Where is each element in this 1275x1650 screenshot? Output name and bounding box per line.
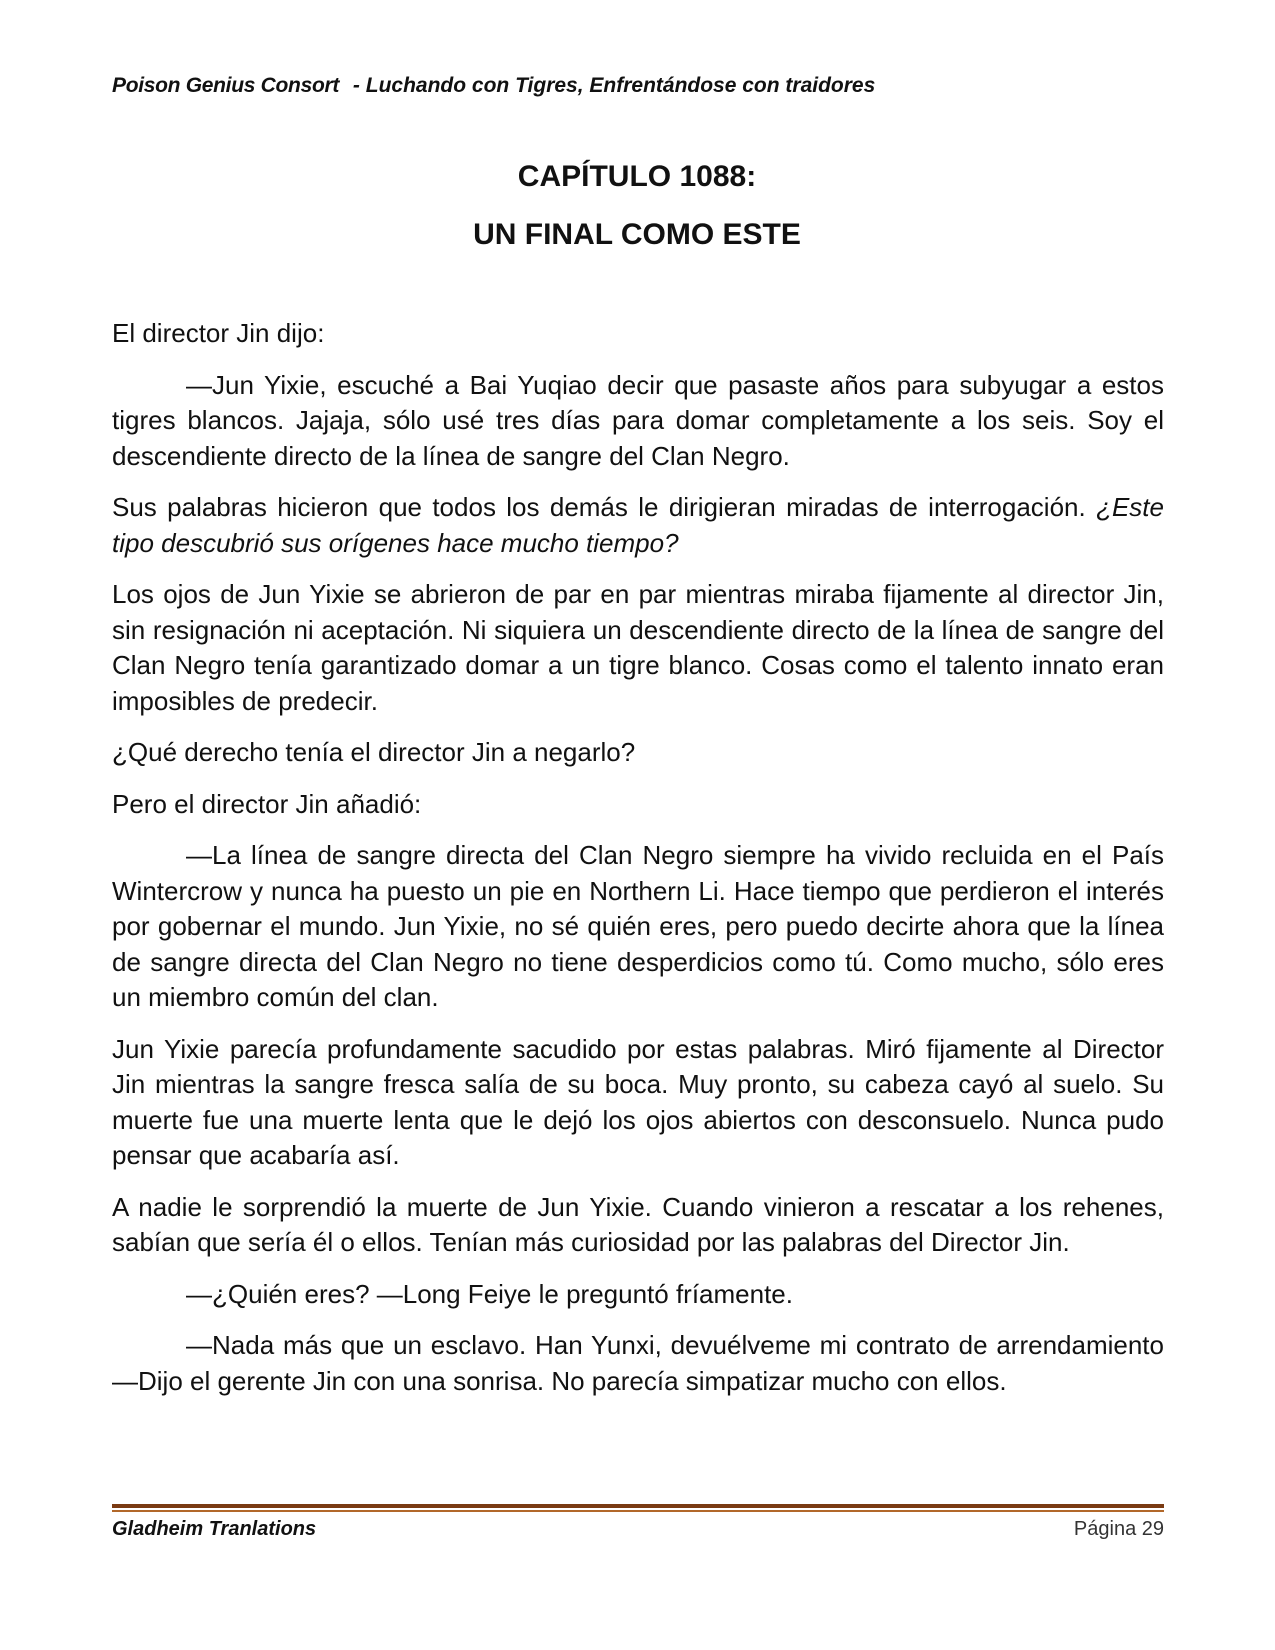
paragraph xyxy=(112,1277,1164,1313)
footer-rule-thin xyxy=(112,1510,1164,1512)
chapter-title: UN FINAL COMO ESTE xyxy=(473,218,801,251)
chapter-number: CAPÍTULO 1088: xyxy=(517,160,757,193)
paragraph-text: —La línea de sangre directa del Clan Negro siempre ha vivido recluida en el País Wintercrow y nunca ha puesto un pie en Northern Li. Hace tiempo que perdieron el interés por gobernar el mundo. Jun Yixie, no sé quién eres, pero puedo decirte ahora que la línea de sangre directa del Clan Negro no tiene desperdicios como tú. Como mucho, sólo eres un miembro común del clan. xyxy=(112,840,1164,1012)
paragraph-text: Sus palabras hicieron que todos los demás le dirigieran miradas de interrogación. xyxy=(112,492,1086,522)
paragraph xyxy=(112,1190,1164,1261)
running-header xyxy=(112,74,875,98)
paragraph xyxy=(112,838,1164,1016)
arc-title: Luchando con Tigres, Enfrentándose con traidores xyxy=(365,74,876,97)
paragraph-text: —Jun Yixie, escuché a Bai Yuqiao decir que pasaste años para subyugar a estos tigres blancos. Jajaja, sólo usé tres días para domar completamente a los seis. Soy el descendiente directo de la línea de sangre del Clan Negro. xyxy=(112,369,1164,471)
paragraph xyxy=(112,1328,1164,1399)
italic-thought: ¿Este tipo descubrió sus orígenes hace mucho tiempo? xyxy=(112,492,1164,558)
paragraph xyxy=(112,1032,1164,1174)
paragraph xyxy=(112,577,1164,719)
paragraph-text: ¿Qué derecho tenía el director Jin a negarlo? xyxy=(112,737,636,767)
page-number: Página 29 xyxy=(1073,1518,1164,1540)
paragraph-text: —Nada más que un esclavo. Han Yunxi, devuélveme mi contrato de arrendamiento —Dijo el gerente Jin con una sonrisa. No parecía simpatizar mucho con ellos. xyxy=(112,1330,1164,1396)
paragraph xyxy=(112,490,1164,561)
paragraph-text: El director Jin dijo: xyxy=(112,318,325,348)
paragraph-text: Los ojos de Jun Yixie se abrieron de par en par mientras miraba fijamente al director Jin, sin resignación ni aceptación. Ni siquiera un descendiente directo de la línea de sangre del Clan Negro tenía garantizado domar a un tigre blanco. Cosas como el talento innato eran imposibles de predecir. xyxy=(112,579,1164,716)
footer-rule xyxy=(112,1504,1164,1512)
paragraph-text: A nadie le sorprendió la muerte de Jun Yixie. Cuando vinieron a rescatar a los rehenes, sabían que sería él o ellos. Tenían más curiosidad por las palabras del Director Jin. xyxy=(112,1191,1164,1257)
footer-publisher: Gladheim Tranlations xyxy=(112,1518,317,1540)
paragraph xyxy=(112,787,1164,823)
paragraph-text: Pero el director Jin añadió: xyxy=(112,788,422,819)
chapter-body xyxy=(112,316,1164,1415)
paragraph xyxy=(112,316,1164,352)
paragraph-text: —¿Quién eres? —Long Feiye le preguntó fríamente. xyxy=(186,1278,793,1309)
paragraph xyxy=(112,735,1164,771)
series-title: Poison Genius Consort xyxy=(112,74,340,97)
header-separator: - xyxy=(352,74,360,97)
paragraph-text: Jun Yixie parecía profundamente sacudido por estas palabras. Miró fijamente al Director Jin mientras la sangre fresca salía de su boca. Muy pronto, su cabeza cayó al suelo. Su muerte fue una muerte lenta que le dejó los ojos abiertos con desconsuelo. Nunca pudo pensar que acabaría así. xyxy=(112,1033,1164,1170)
chapter-heading xyxy=(112,148,1162,264)
paragraph xyxy=(112,368,1164,475)
